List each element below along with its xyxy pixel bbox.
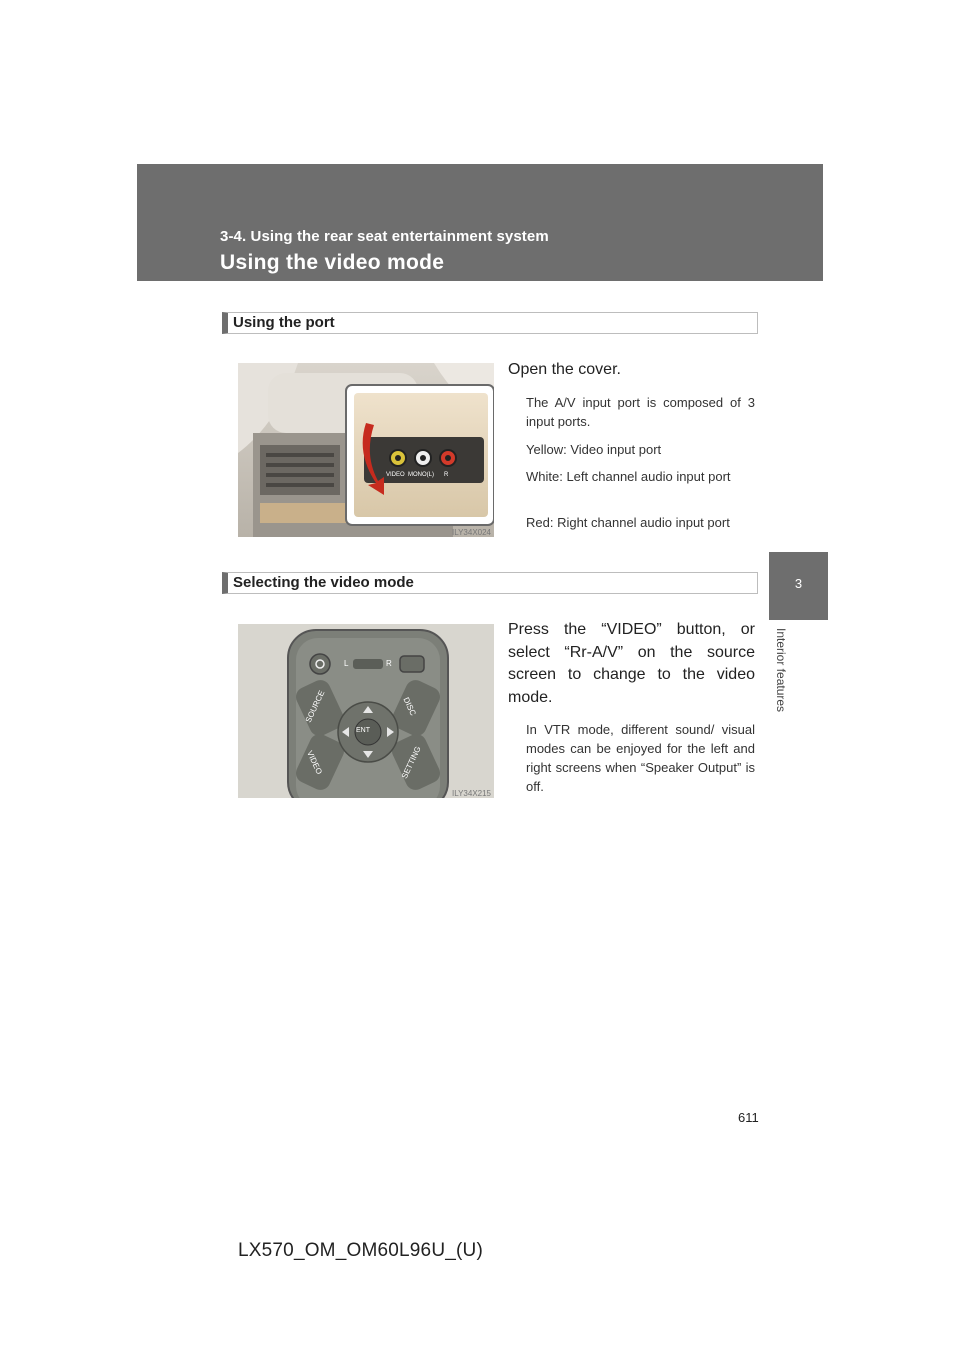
ent-button: ENT — [356, 727, 370, 734]
l-label: L — [344, 659, 349, 668]
section-label: 3-4. Using the rear seat entertainment system — [220, 228, 549, 245]
video-instruction: Press the “VIDEO” button, or select “Rr-A/V” on the source screen to change to the video mode. — [508, 621, 755, 706]
port-label-r: R — [444, 472, 449, 478]
chapter-number: 3 — [794, 576, 803, 591]
port-illustration — [238, 363, 494, 537]
port-note-3: White: Left channel audio input port — [526, 469, 731, 484]
port-note-2: Yellow: Video input port — [526, 442, 662, 457]
port-figure-code: ILY34X024 — [452, 528, 491, 537]
chapter-tab — [769, 552, 828, 620]
video-heading-text: Selecting the video mode — [233, 574, 414, 591]
port-section-heading — [222, 312, 758, 334]
port-label-video: VIDEO — [386, 472, 405, 478]
port-heading-text: Using the port — [233, 314, 335, 331]
remote-illustration — [238, 624, 494, 798]
port-note-1: The A/V input port is composed of 3 input ports. — [526, 395, 755, 429]
page-number: 611 — [738, 1110, 759, 1125]
port-instruction: Open the cover. — [508, 361, 621, 378]
port-label-mono: MONO(L) — [408, 472, 434, 478]
source-button: SOURCE — [303, 689, 327, 724]
chapter-label: Interior features — [774, 628, 788, 713]
video-note: In VTR mode, different sound/ visual modes can be enjoyed for the left and right screens when “Speaker Output” is off. — [526, 722, 755, 794]
disc-button: DISC — [401, 695, 418, 718]
video-button: VIDEO — [305, 749, 324, 776]
remote-figure — [238, 624, 494, 798]
r-label: R — [386, 659, 392, 668]
document-code: LX570_OM_OM60L96U_(U) — [238, 1240, 483, 1261]
port-figure — [238, 363, 494, 537]
remote-figure-code: ILY34X215 — [452, 789, 491, 798]
setting-button: SETTING — [399, 744, 423, 781]
page-title: Using the video mode — [220, 251, 445, 274]
port-note-4: Red: Right channel audio input port — [526, 515, 730, 530]
video-section-heading — [222, 572, 758, 594]
